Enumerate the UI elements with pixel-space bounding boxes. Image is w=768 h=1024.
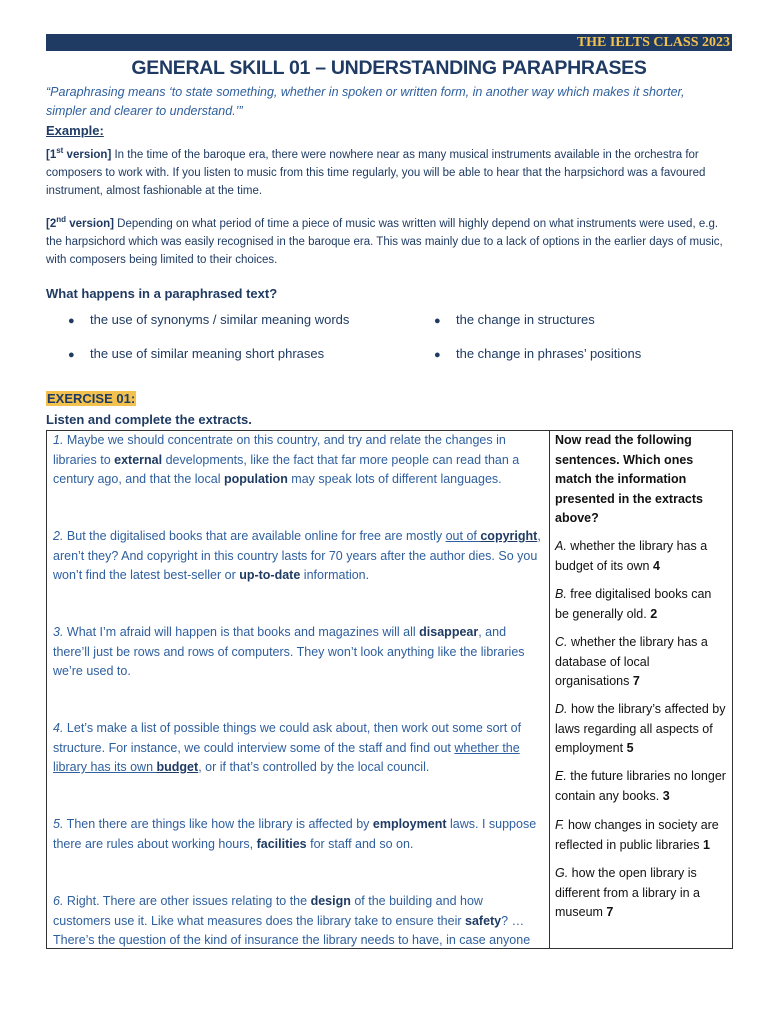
extract-6: 6. Right. There are other issues relating to the design of the building and how customers use it. Like what measures does the library take to ensure their safety? … There’s the question of the kind of insurance the library needs to have, in case anyone xyxy=(53,894,531,947)
version-1-label: [1st version] xyxy=(46,146,112,161)
header-banner xyxy=(46,34,732,51)
match-item-a: A. whether the library has a budget of its own 4 xyxy=(555,539,708,573)
bullet-icon: ● xyxy=(68,315,75,327)
paraphrase-question: What happens in a paraphrased text? xyxy=(46,286,278,301)
bullet-icon: ● xyxy=(68,349,75,361)
match-item-e: E. the future libraries no longer contain any books. 3 xyxy=(555,769,726,803)
match-item-f: F. how changes in society are reflected in public libraries 1 xyxy=(555,818,719,852)
extract-5: 5. Then there are things like how the library is affected by employment laws. I suppose there are rules about working hours, facilities for staff and so on. xyxy=(53,817,537,851)
version-1-paragraph xyxy=(46,142,732,200)
extract-4: 4. Let’s make a list of possible things we could ask about, then work out some sort of structure. For instance, we could interview some of the staff and find out whether the library has its own budget, or if that’s controlled by the local council. xyxy=(53,721,522,774)
match-item-d: D. how the library’s affected by laws regarding all aspects of employment 5 xyxy=(555,702,726,755)
version-2-paragraph xyxy=(46,211,732,269)
match-item-g: G. how the open library is different from a library in a museum 7 xyxy=(555,866,700,919)
match-heading: Now read the following sentences. Which ones match the information presented in the extracts above? xyxy=(555,433,703,525)
extract-1: 1. Maybe we should concentrate on this country, and try and relate the changes in libraries to external developments, like the fact that far more people can read than a century ago, and that the local population may speak lots of different languages. xyxy=(53,433,520,486)
bullet-item: ● the change in structures xyxy=(434,312,595,327)
bullet-item: ● the use of similar meaning short phrases xyxy=(68,346,325,361)
bullet-item: ● the change in phrases’ positions xyxy=(434,346,642,361)
page-title: GENERAL SKILL 01 – UNDERSTANDING PARAPHRASES xyxy=(131,57,647,79)
version-1-text: In the time of the baroque era, there were nowhere near as many musical instruments available in the orchestra for composers to work with. If you listen to music from this time regularly, you will be able to hear that the harpsichord was a favoured instrument, almost fashionable at the time. xyxy=(46,148,706,197)
version-2-label: [2nd version] xyxy=(46,215,114,230)
bullet-item: ● the use of synonyms / similar meaning words xyxy=(68,312,350,327)
version-2-text: Depending on what period of time a piece of music was written will highly depend on what instruments were used, e.g. the harpsichord which was easily recognised in the baroque era. This was mainly due to a lack of options in the earlier days of music, with composers being limited to their choices. xyxy=(46,217,723,266)
definition-quote: “Paraphrasing means ‘to state something, whether in spoken or written form, in another way which makes it shorter, simpler and clearer to understand.’” xyxy=(46,85,685,118)
exercise-label: EXERCISE 01: xyxy=(47,391,136,406)
column-divider xyxy=(549,431,550,948)
match-item-c: C. whether the library has a database of local organisations 7 xyxy=(555,635,708,688)
banner-text: THE IELTS CLASS 2023 xyxy=(576,35,730,50)
exercise-instruction: Listen and complete the extracts. xyxy=(46,412,252,427)
bullet-icon: ● xyxy=(434,349,441,361)
extract-3: 3. What I’m afraid will happen is that books and magazines will all disappear, and there’ll just be rows and rows of computers. They won’t look anything like the libraries we’re used to. xyxy=(53,625,525,678)
example-label: Example: xyxy=(46,123,104,138)
extract-2: 2. But the digitalised books that are available online for free are mostly out of copyright, aren’t they? And copyright in this country lasts for 70 years after the author dies. So you won’t find the latest best-seller or up-to-date information. xyxy=(53,529,541,582)
match-item-b: B. free digitalised books can be generally old. 2 xyxy=(555,587,712,621)
exercise-table xyxy=(46,430,733,949)
bullet-icon: ● xyxy=(434,315,441,327)
